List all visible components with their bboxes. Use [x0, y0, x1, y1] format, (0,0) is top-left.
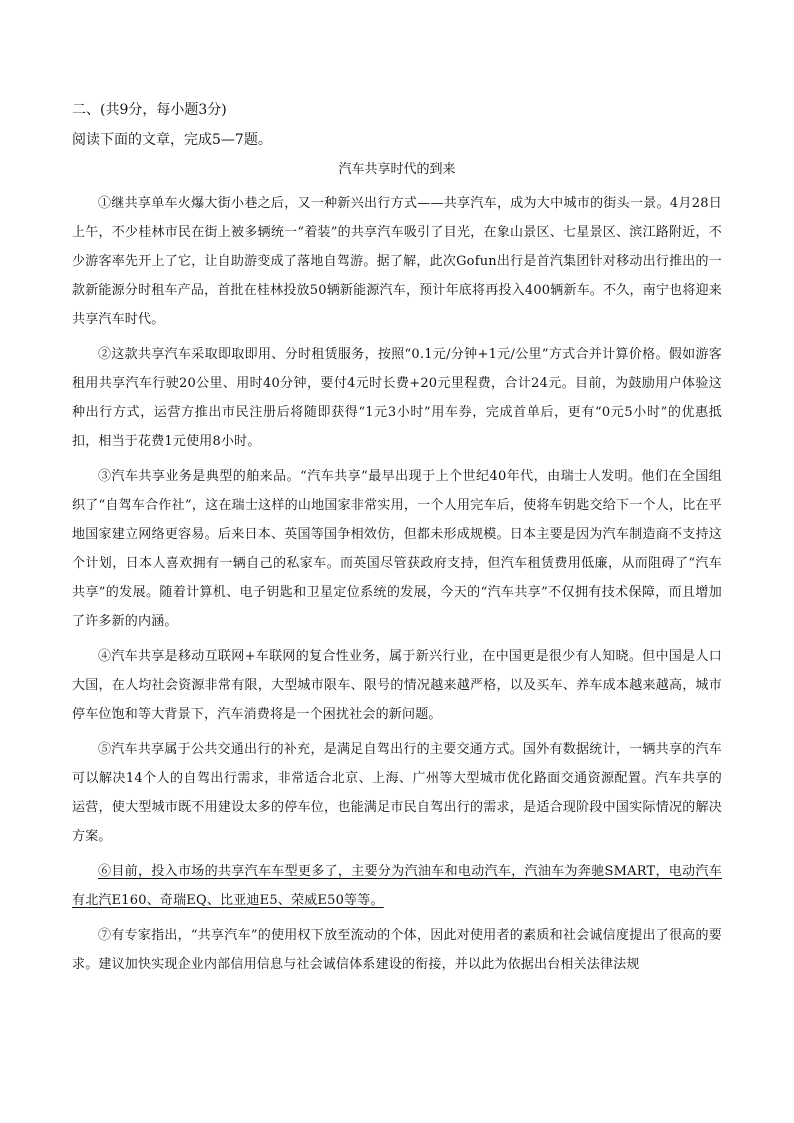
paragraph-5: ⑤汽车共享属于公共交通出行的补充，是满足自驾出行的主要交通方式。国外有数据统计，一辆共享的汽车可以解决14个人的自驾出行需求，非常适合北京、上海、广州等大型城市优化路面交通资源配置。汽车共享的运营，使大型城市既不用建设太多的停车位，也能满足市民自驾出行的需求，是适合现阶段中国实际情况的解决方案。 — [72, 742, 722, 844]
paragraph-3: ③汽车共享业务是典型的舶来品。“汽车共享”最早出现于上个世纪40年代，由瑞士人发明。他们在全国组织了“自驾车合作社”，这在瑞士这样的山地国家非常实用，一个人用完车后，使将车钥匙交给下一个人，比在平地国家建立网络更容易。后来日本、英国等国争相效仿，但都未形成规模。日本主要是因为汽车制造商不支持这个计划，日本人喜欢拥有一辆自己的私家车。而英国尽管获政府支持，但汽车租赁费用低廉，从而阻碍了“汽车共享”的发展。随着计算机、电子钥匙和卫星定位系统的发展，今天的“汽车共享”不仅拥有技术保障，而且增加了许多新的内涵。 — [72, 469, 722, 629]
document-page — [72, 100, 722, 985]
paragraph-4: ④汽车共享是移动互联网+车联网的复合性业务，属于新兴行业，在中国更是很少有人知晓。但中国是人口大国，在人均社会资源非常有限，大型城市限车、限号的情况越来越严格，以及买车、养车成本越来越高，城市停车位饱和等大背景下，汽车消费将是一个困扰社会的新问题。 — [72, 649, 722, 722]
article-title: 汽车共享时代的到来 — [338, 162, 456, 177]
reading-instruction: 阅读下面的文章，完成5—7题。 — [72, 132, 272, 148]
paragraph-7: ⑦有专家指出，“共享汽车”的使用权下放至流动的个体，因此对使用者的素质和社会诚信度提出了很高的要求。建议加快实现企业内部信用信息与社会诚信体系建设的衔接，并以此为依据出台相关法律法规 — [72, 928, 722, 972]
paragraph-6-underlined — [72, 857, 722, 915]
paragraph-1: ①继共享单车火爆大街小巷之后，又一种新兴出行方式——共享汽车，成为大中城市的街头一景。4月28日上午，不少桂林市民在街上被多辆统一“着装”的共享汽车吸引了目光，在象山景区、七星景区、滨江路附近，不少游客率先开上了它，让自助游变成了落地自驾游。据了解，此次Gofun出行是首汽集团针对移动出行推出的一款新能源分时租车产品，首批在桂林投放50辆新能源汽车，预计年底将再投入400辆新车。不久，南宁也将迎来共享汽车时代。 — [72, 196, 722, 327]
paragraph-2: ②这款共享汽车采取即取即用、分时租赁服务，按照“0.1元/分钟+1元/公里”方式合并计算价格。假如游客租用共享汽车行驶20公里、用时40分钟，要付4元时长费+20元里程费，合计24元。目前，为鼓励用户体验这种出行方式，运营方推出市民注册后将随即获得“1元3小时”用车券，完成首单后，更有“0元5小时”的优惠抵扣，相当于花费1元使用8小时。 — [72, 347, 722, 449]
section-heading: 二、(共9分，每小题3分) — [72, 102, 227, 118]
paragraph-6-text: ⑥目前，投入市场的共享汽车车型更多了，主要分为汽油车和电动汽车，汽油车为奔驰SMART，电动汽车有北汽E160、奇瑞EQ、比亚迪E5、荣威E50等等。 — [72, 864, 722, 908]
